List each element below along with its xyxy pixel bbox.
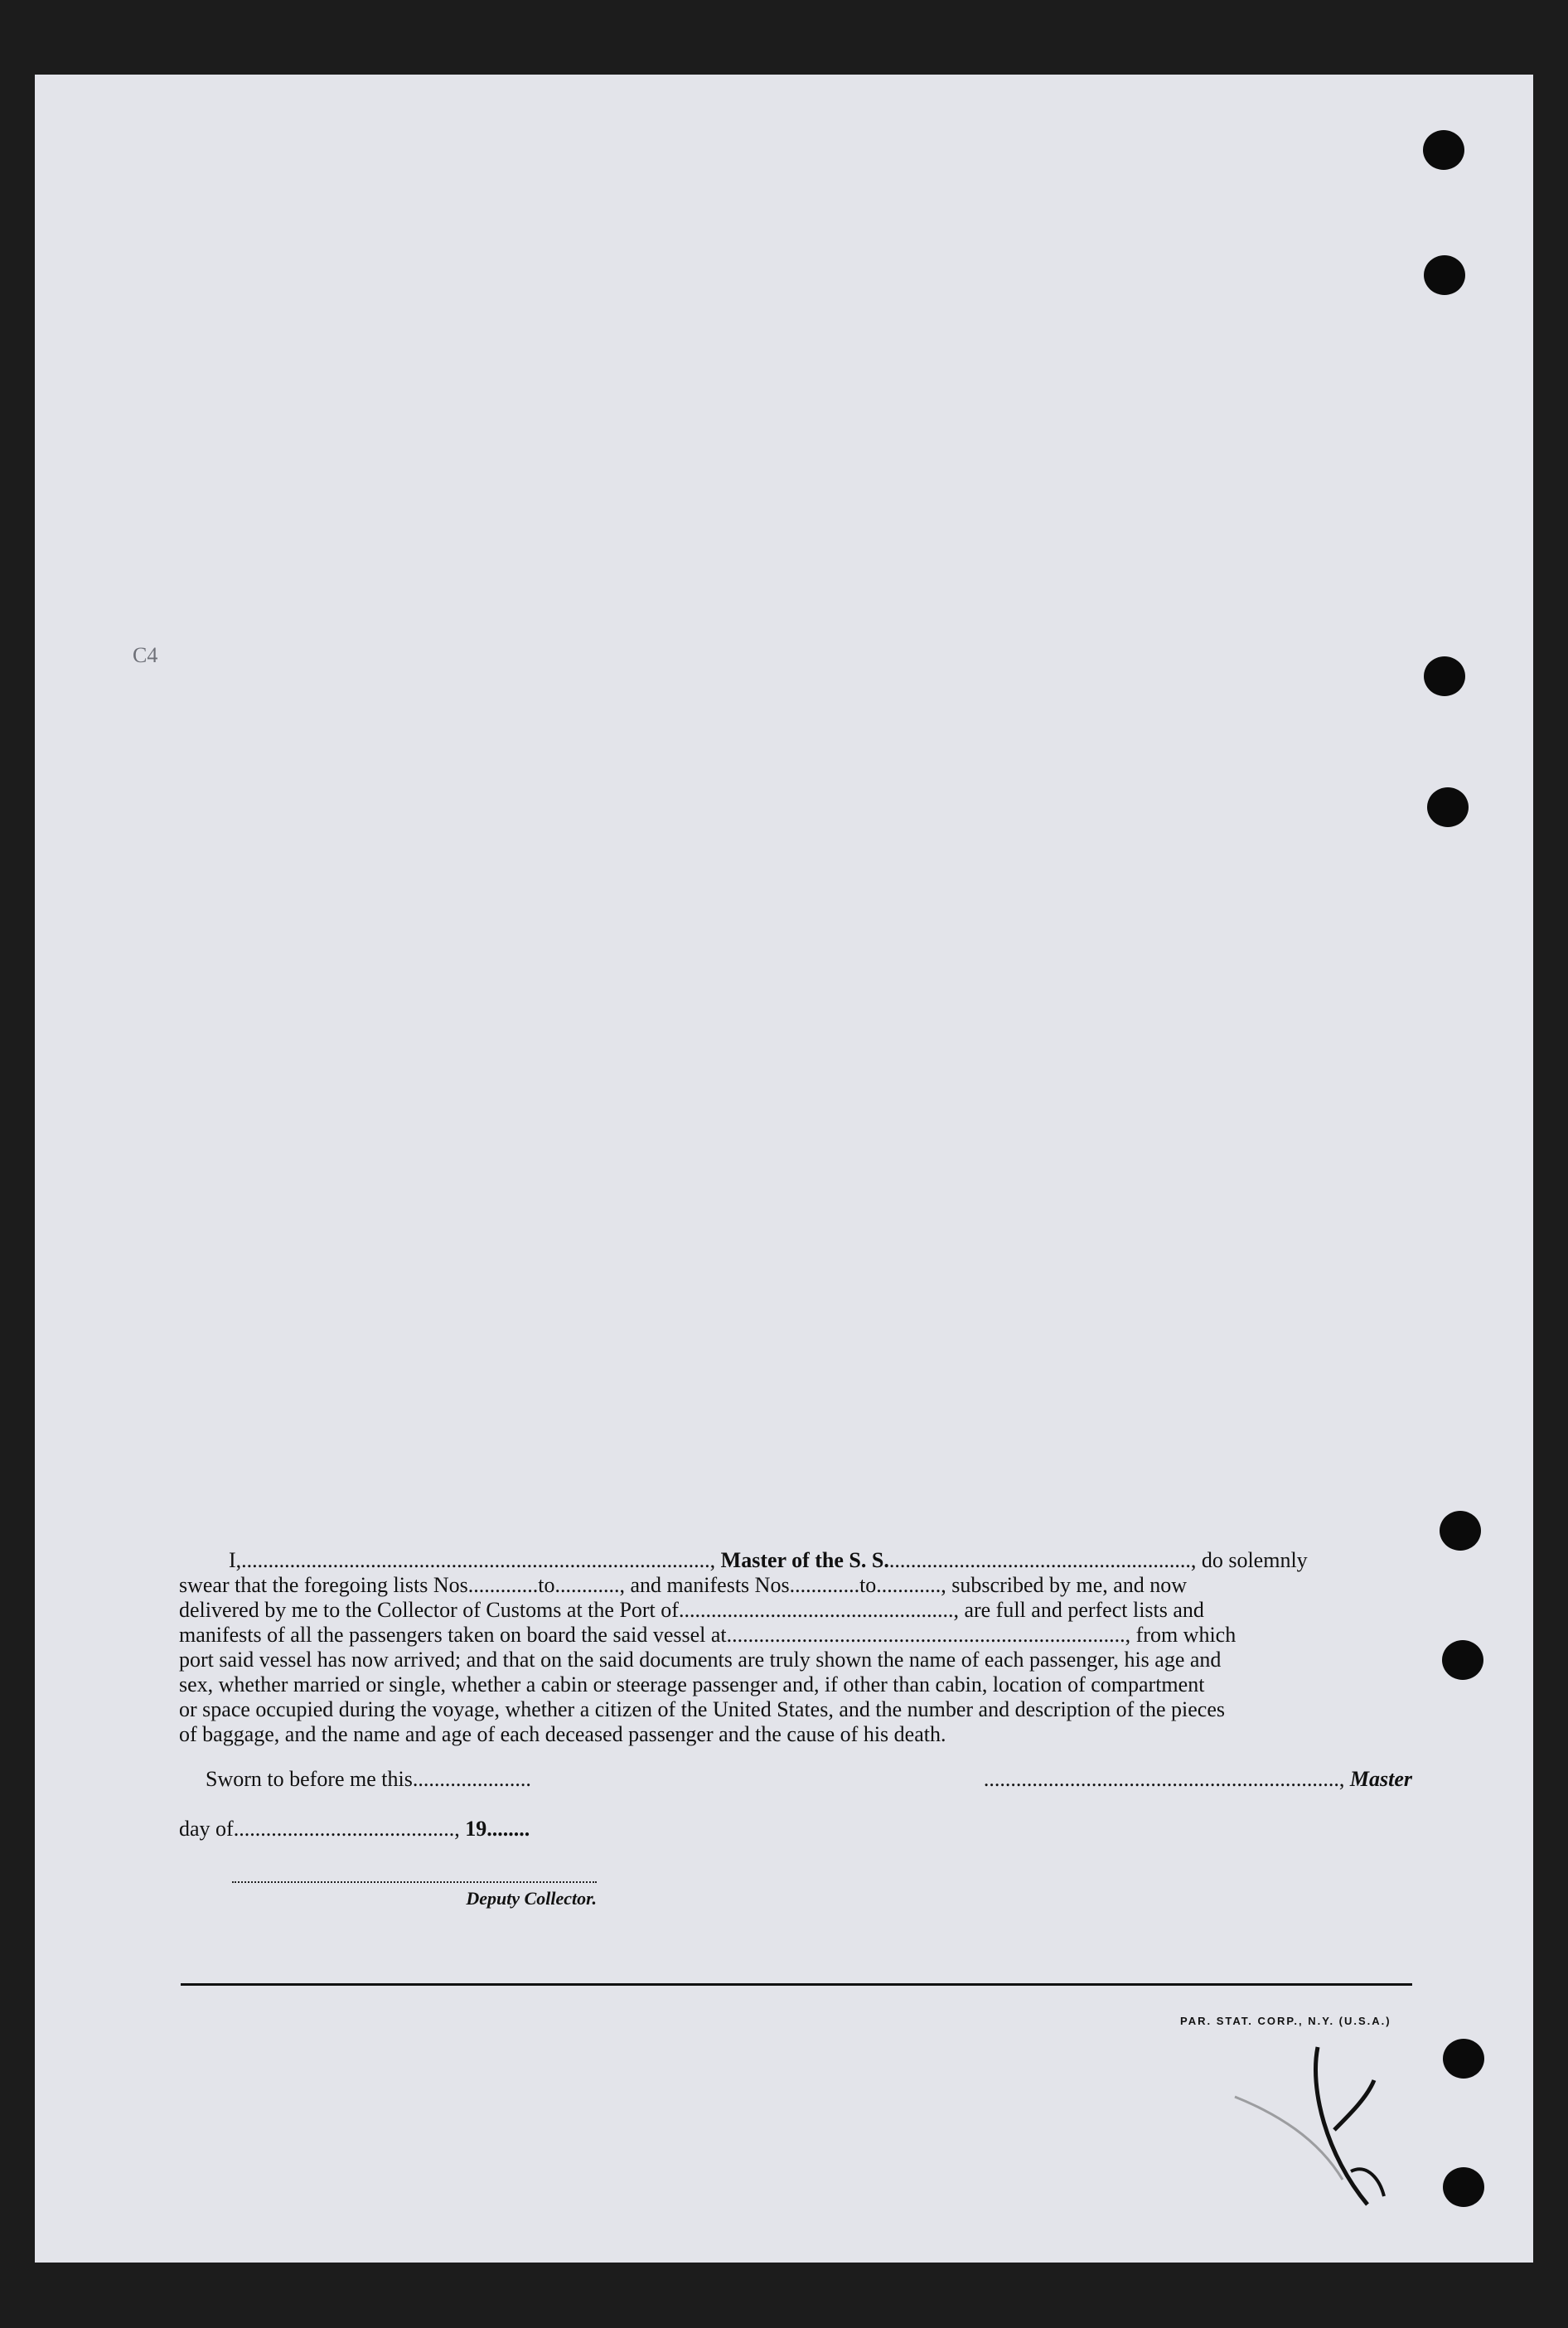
binder-hole <box>1442 1640 1483 1680</box>
deputy-signature-line <box>232 1873 597 1883</box>
deputy-label: Deputy Collector. <box>466 1888 597 1909</box>
oath-line-1: I,......................................................................................., Master of the S. S........................................................., do solemnly <box>229 1548 1308 1572</box>
binder-hole <box>1424 656 1465 696</box>
binder-hole <box>1423 130 1464 170</box>
binder-hole <box>1424 255 1465 295</box>
master-signature-line: .................................................................., Master <box>983 1767 1412 1791</box>
binder-hole <box>1443 2167 1484 2207</box>
handwritten-check-mark <box>1227 2039 1409 2238</box>
oath-line-5: port said vessel has now arrived; and that on the said documents are truly shown the name of each passenger, his age and <box>179 1648 1222 1672</box>
oath-line-6: sex, whether married or single, whether a cabin or steerage passenger and, if other than cabin, location of compartment <box>179 1672 1205 1696</box>
oath-line-2: swear that the foregoing lists Nos.............to............, and manifests Nos.............to............, subscribed by me, and now <box>179 1573 1188 1597</box>
binder-hole <box>1427 787 1469 827</box>
day-line: day of........................................., 19........ <box>179 1817 530 1841</box>
printer-mark: PAR. STAT. CORP., N.Y. (U.S.A.) <box>1180 2015 1391 2027</box>
deputy-collector-block <box>232 1873 597 1909</box>
margin-note: C4 <box>133 643 158 667</box>
master-oath-paragraph <box>179 1548 1412 1747</box>
binder-hole <box>1443 2039 1484 2079</box>
oath-line-8: of baggage, and the name and age of each deceased passenger and the cause of his death. <box>179 1722 946 1746</box>
oath-line-4: manifests of all the passengers taken on board the said vessel at.........................................................................., from which <box>179 1623 1236 1647</box>
master-label: Master <box>1349 1767 1412 1791</box>
oath-line-3: delivered by me to the Collector of Customs at the Port of..................................................., are full and perfect lists and <box>179 1598 1204 1622</box>
sworn-text: Sworn to before me this...................... <box>206 1767 531 1791</box>
oath-line-7: or space occupied during the voyage, whether a citizen of the United States, and the number and description of the pieces <box>179 1697 1226 1721</box>
binder-hole <box>1440 1511 1481 1551</box>
document-page <box>35 75 1533 2263</box>
horizontal-rule <box>181 1983 1412 1986</box>
